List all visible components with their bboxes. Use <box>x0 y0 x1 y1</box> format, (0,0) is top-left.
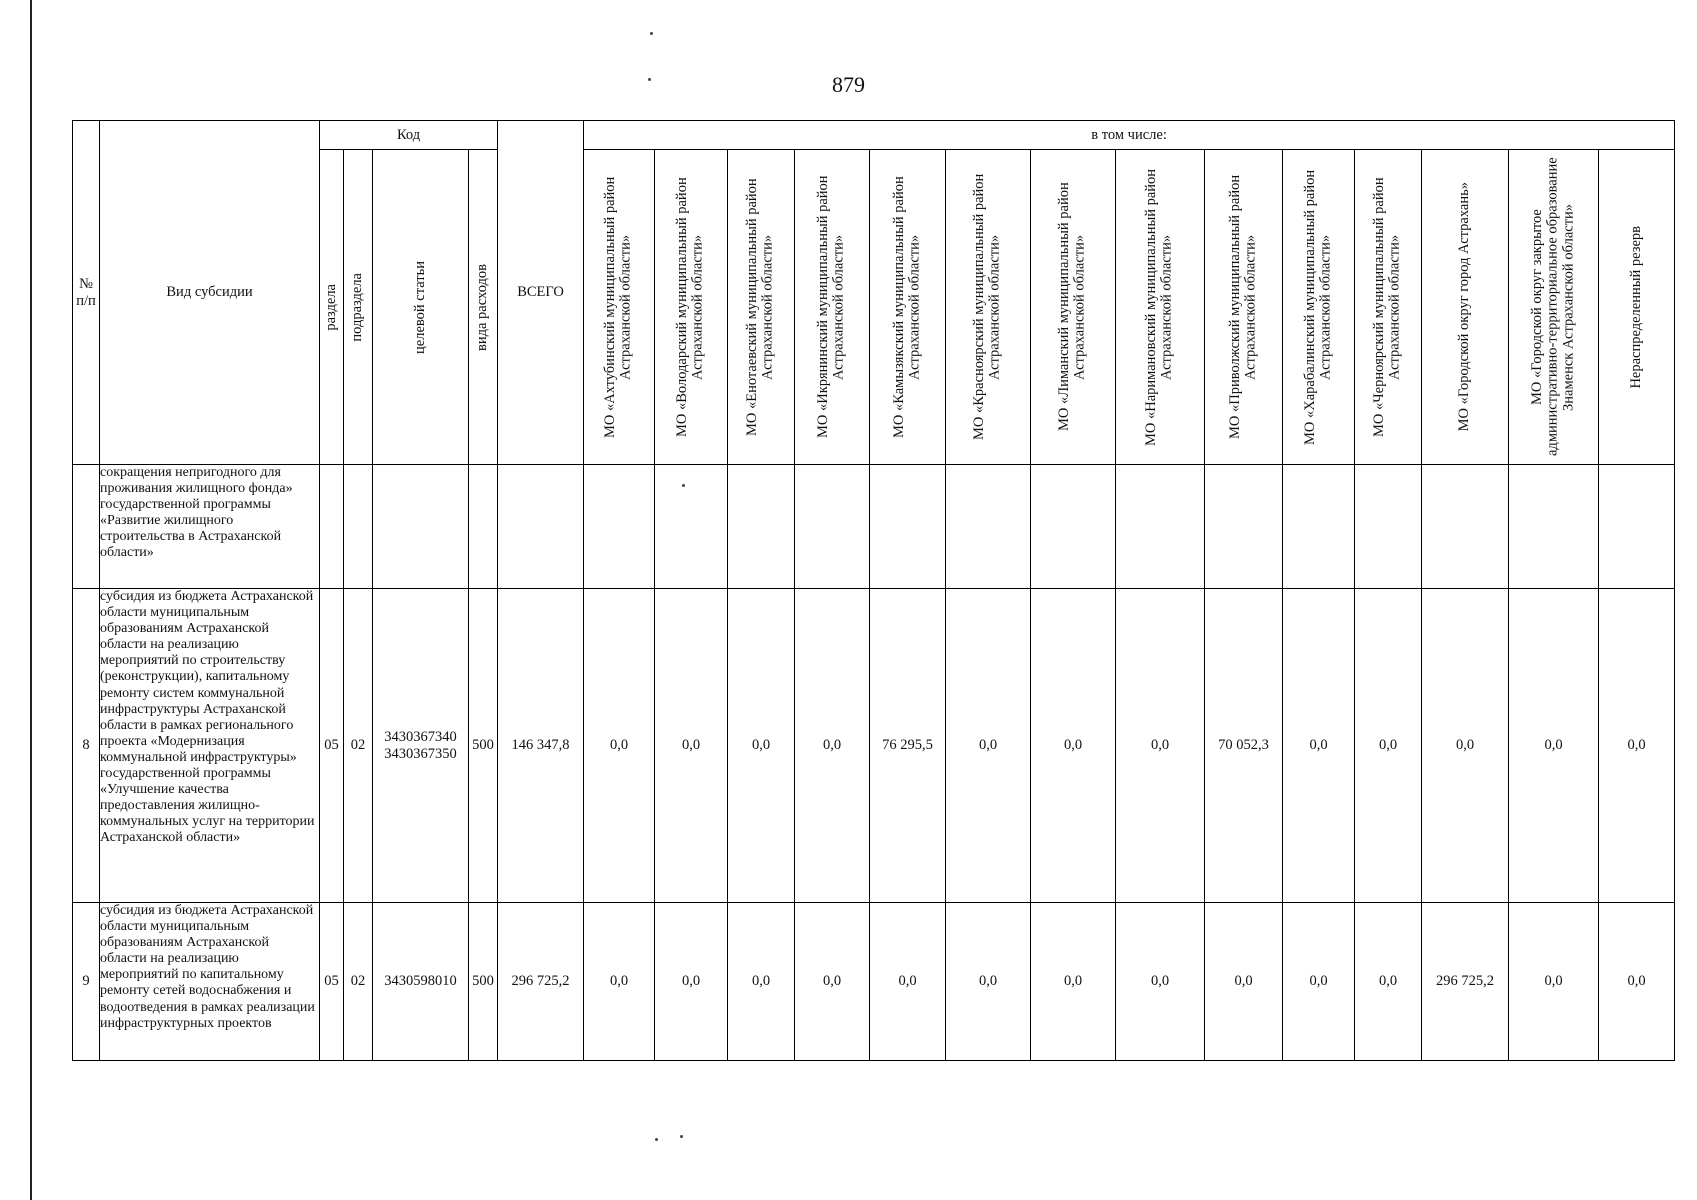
code-subsection <box>344 465 373 589</box>
municipality-value: 0,0 <box>728 589 795 903</box>
municipality-value <box>946 465 1031 589</box>
header-municipality: МО «Володарский муниципальный район Астраханской области» <box>655 150 728 465</box>
total-value: 146 347,8 <box>498 589 584 903</box>
target-code: 3430598010 <box>384 973 457 989</box>
municipality-value: 0,0 <box>1283 903 1355 1061</box>
header-code-subsection: подраздела <box>344 150 373 465</box>
code-target <box>373 465 469 589</box>
header-including: в том числе: <box>584 121 1675 150</box>
municipality-value <box>1283 465 1355 589</box>
target-code: 3430367350 <box>384 745 457 762</box>
municipality-value: 0,0 <box>584 589 655 903</box>
municipality-value: 0,0 <box>584 903 655 1061</box>
municipality-value <box>1509 465 1599 589</box>
municipality-value: 0,0 <box>1422 589 1509 903</box>
code-expense-type: 500 <box>469 903 498 1061</box>
header-code-section: раздела <box>320 150 344 465</box>
header-total: ВСЕГО <box>498 121 584 465</box>
header-municipality: МО «Красноярский муниципальный район Астраханской области» <box>946 150 1031 465</box>
code-section <box>320 465 344 589</box>
municipality-value: 0,0 <box>1283 589 1355 903</box>
municipality-value <box>870 465 946 589</box>
municipality-value: 0,0 <box>1599 589 1675 903</box>
total-value: 296 725,2 <box>498 903 584 1061</box>
municipality-value <box>1205 465 1283 589</box>
code-section: 05 <box>320 589 344 903</box>
municipality-value: 0,0 <box>870 903 946 1061</box>
header-municipality: МО «Ахтубинский муниципальный район Астраханской области» <box>584 150 655 465</box>
scan-speck <box>680 1135 683 1138</box>
header-municipality: МО «Камызякский муниципальный район Астраханской области» <box>870 150 946 465</box>
header-code-expense: вида расходов <box>469 150 498 465</box>
margin-line <box>30 0 32 1200</box>
header-municipality: МО «Городской округ закрытое административно-территориальное образование Знаменск Астраханской области» <box>1509 150 1599 465</box>
header-municipality: МО «Городской округ город Астрахань» <box>1422 150 1509 465</box>
header-municipality: МО «Енотаевский муниципальный район Астраханской области» <box>728 150 795 465</box>
municipality-value: 0,0 <box>795 903 870 1061</box>
header-code: Код <box>320 121 498 150</box>
code-expense-type: 500 <box>469 589 498 903</box>
municipality-value: 0,0 <box>1031 589 1116 903</box>
target-code: 3430367340 <box>384 728 457 745</box>
header-municipality: МО «Приволжский муниципальный район Астраханской области» <box>1205 150 1283 465</box>
header-municipality: МО «Икрянинский муниципальный район Астраханской области» <box>795 150 870 465</box>
municipality-value: 296 725,2 <box>1422 903 1509 1061</box>
municipality-value <box>1355 465 1422 589</box>
municipality-value <box>655 465 728 589</box>
subsidy-description: субсидия из бюджета Астраханской области муниципальным образованиям Астраханской области на реализацию мероприятий по капитальному ремонту сетей водоснабжения и водоотведения в рамках реализации инфраструктурных проектов <box>100 903 320 1061</box>
municipality-value <box>1599 465 1675 589</box>
code-subsection: 02 <box>344 903 373 1061</box>
municipality-value <box>728 465 795 589</box>
code-target <box>373 903 469 1061</box>
municipality-value: 0,0 <box>655 589 728 903</box>
header-municipality: Нераспределенный резерв <box>1599 150 1675 465</box>
code-expense-type <box>469 465 498 589</box>
table-row <box>73 589 1675 903</box>
code-target <box>373 589 469 903</box>
scan-speck <box>650 32 653 35</box>
municipality-value <box>795 465 870 589</box>
header-num: № п/п <box>73 121 100 465</box>
header-municipality: МО «Лиманский муниципальный район Астраханской области» <box>1031 150 1116 465</box>
page-number: 879 <box>832 72 865 97</box>
row-number: 9 <box>73 903 100 1061</box>
municipality-value: 0,0 <box>946 903 1031 1061</box>
municipality-value: 0,0 <box>1031 903 1116 1061</box>
row-number: 8 <box>73 589 100 903</box>
code-section: 05 <box>320 903 344 1061</box>
municipality-value: 0,0 <box>1599 903 1675 1061</box>
municipality-value <box>1116 465 1205 589</box>
municipality-value <box>1031 465 1116 589</box>
header-subsidy-type: Вид субсидии <box>100 121 320 465</box>
table-row <box>73 903 1675 1061</box>
municipality-value: 0,0 <box>795 589 870 903</box>
municipality-value: 0,0 <box>1509 903 1599 1061</box>
municipality-value: 0,0 <box>946 589 1031 903</box>
municipality-value <box>1422 465 1509 589</box>
table-row <box>73 465 1675 589</box>
municipality-value: 0,0 <box>655 903 728 1061</box>
municipality-value: 0,0 <box>1355 589 1422 903</box>
subsidy-description: сокращения непригодного для проживания жилищного фонда» государственной программы «Развитие жилищного строительства в Астраханской области» <box>100 465 320 589</box>
header-municipality: МО «Наримановский муниципальный район Астраханской области» <box>1116 150 1205 465</box>
header-code-target: целевой статьи <box>373 150 469 465</box>
municipality-value: 0,0 <box>1116 903 1205 1061</box>
total-value <box>498 465 584 589</box>
subsidy-table <box>72 120 1675 1061</box>
municipality-value: 0,0 <box>1116 589 1205 903</box>
header-municipality: МО «Черноярский муниципальный район Астраханской области» <box>1355 150 1422 465</box>
municipality-value: 0,0 <box>728 903 795 1061</box>
row-number <box>73 465 100 589</box>
municipality-value: 0,0 <box>1205 903 1283 1061</box>
municipality-value: 0,0 <box>1355 903 1422 1061</box>
municipality-value: 70 052,3 <box>1205 589 1283 903</box>
header-municipality: МО «Харабалинский муниципальный район Астраханской области» <box>1283 150 1355 465</box>
subsidy-description: субсидия из бюджета Астраханской области муниципальным образованиям Астраханской области на реализацию мероприятий по строительству (реконструкции), капитальному ремонту систем коммунальной инфраструктуры Астраханской области в рамках регионального проекта «Модернизация коммунальной инфраструктуры» государственной программы «Улучшение качества предоставления жилищно-коммунальных услуг на территории Астраханской области» <box>100 589 320 903</box>
code-subsection: 02 <box>344 589 373 903</box>
municipality-value: 0,0 <box>1509 589 1599 903</box>
municipality-value <box>584 465 655 589</box>
scan-speck <box>655 1138 658 1141</box>
municipality-value: 76 295,5 <box>870 589 946 903</box>
